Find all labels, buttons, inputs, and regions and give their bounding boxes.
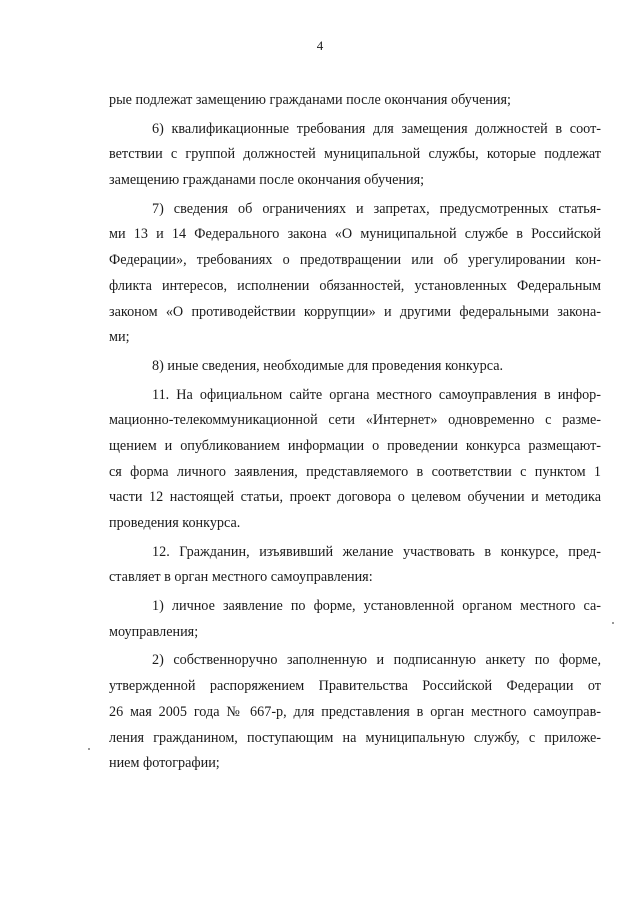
- text-line: проведения конкурса.: [109, 515, 241, 531]
- text-line: ставляет в орган местного самоуправления:: [109, 569, 373, 586]
- page-number: 4: [316, 38, 324, 53]
- scan-speck: [88, 748, 90, 750]
- text-line: 11. На официальном сайте органа местного самоуправления в инфор-: [152, 386, 601, 403]
- text-line: 2) собственноручно заполненную и подписанную анкету по форме,: [152, 652, 601, 669]
- text-line: законом «О противодействии коррупции» и другими федеральными закона-: [109, 303, 601, 320]
- text-line: нием фотографии;: [109, 755, 220, 772]
- text-line: моуправления;: [109, 623, 199, 640]
- text-line: 1) личное заявление по форме, установленной органом местного са-: [152, 598, 601, 615]
- text-line: фликта интересов, исполнении обязанностей, установленных Федеральным: [109, 277, 601, 294]
- text-line: мационно-телекоммуникационной сети «Интернет» одновременно с разме-: [109, 412, 601, 429]
- text-line: рые подлежат замещению гражданами после окончания обучения;: [109, 92, 511, 108]
- text-line: ся форма личного заявления, представляемого в соответствии с пунктом 1: [109, 463, 601, 480]
- document-body: [109, 88, 601, 777]
- text-line: ми 13 и 14 Федерального закона «О муниципальной службе в Российской: [109, 226, 601, 243]
- text-line: ления гражданином, поступающим на муниципальную службу, с приложе-: [109, 729, 601, 746]
- text-line: 8) иные сведения, необходимые для проведения конкурса.: [152, 357, 504, 374]
- text-line: замещению гражданами после окончания обучения;: [109, 172, 425, 189]
- text-line: 12. Гражданин, изъявивший желание участвовать в конкурсе, пред-: [152, 543, 601, 560]
- text-line: щением и опубликованием информации о проведении конкурса размещают-: [109, 437, 601, 454]
- text-line: ветствии с группой должностей муниципальной службы, которые подлежат: [109, 146, 601, 163]
- text-line: утвержденной распоряжением Правительства Российской Федерации от: [109, 678, 601, 695]
- text-line: Федерации», требованиях о предотвращении или об урегулировании кон-: [109, 252, 601, 269]
- text-line: части 12 настоящей статьи, проект договора о целевом обучении и методика: [109, 489, 601, 506]
- scan-speck: [612, 622, 614, 624]
- text-line: ми;: [109, 329, 130, 346]
- text-line: 6) квалификационные требования для замещения должностей в соот-: [152, 120, 601, 137]
- text-line: 26 мая 2005 года № 667-р, для представления в орган местного самоуправ-: [109, 703, 601, 720]
- text-line: 7) сведения об ограничениях и запретах, предусмотренных статья-: [152, 200, 601, 217]
